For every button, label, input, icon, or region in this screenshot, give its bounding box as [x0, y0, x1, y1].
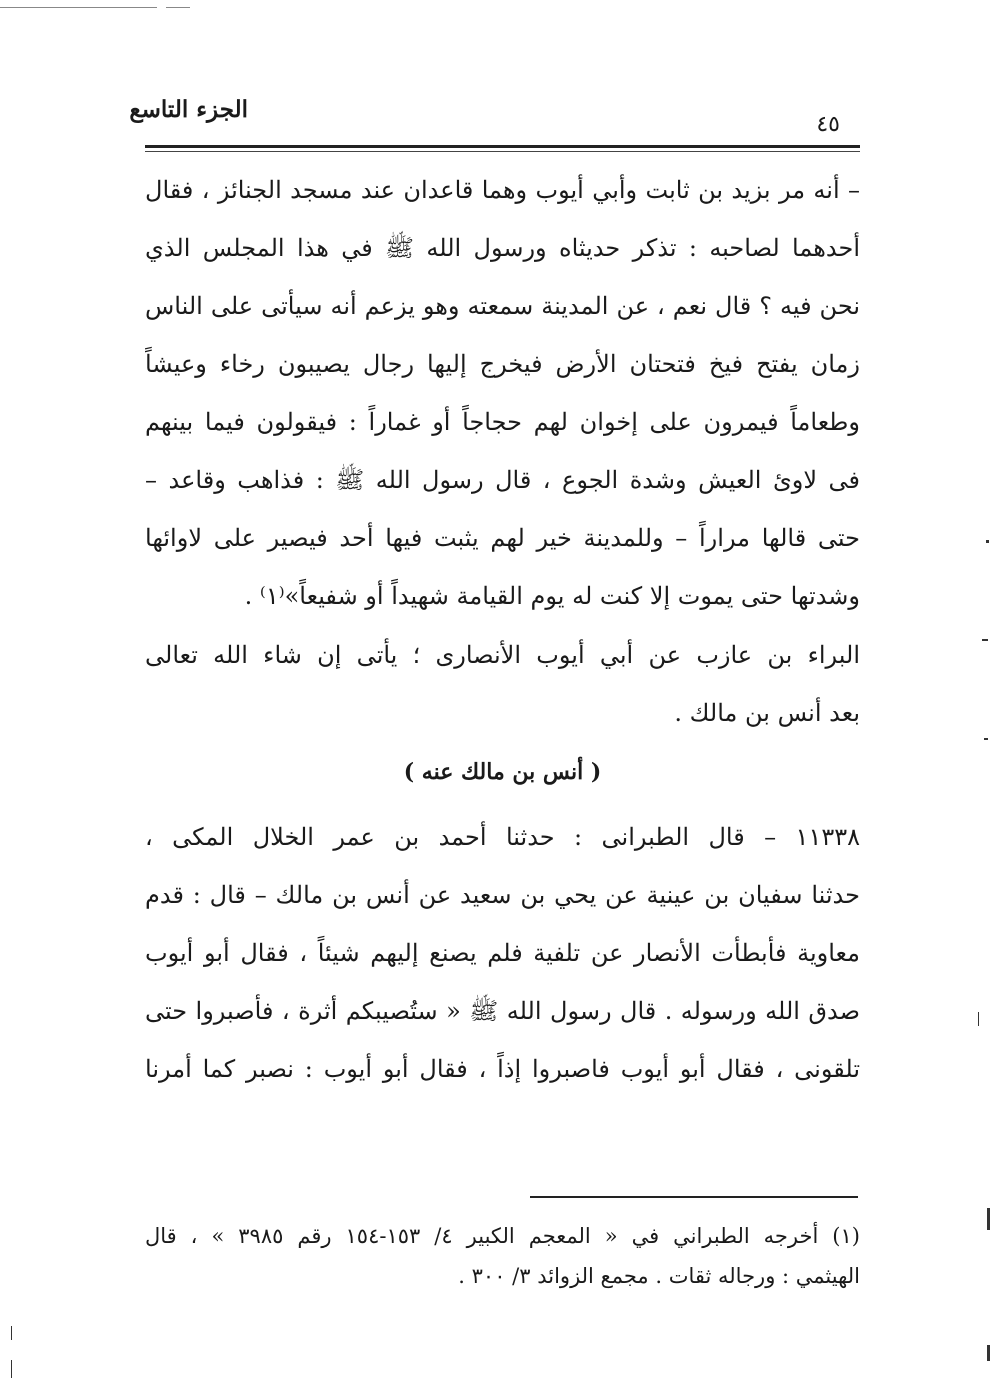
- text-line: زمان يفتح فيخ فتحتان الأرض فيخرج إليها رجال يصيبون رخاء وعيشاً: [145, 350, 860, 378]
- text-line: أحدهما لصاحبه : تذكر حديثاه ورسول الله ﷺ في هذا المجلس الذي: [145, 234, 860, 262]
- header-rule: [145, 151, 860, 152]
- text-line: البراء بن عازب عن أبي أيوب الأنصارى ؛ يأتى إن شاء الله تعالى: [145, 641, 860, 669]
- page-number: ٤٥: [816, 112, 840, 137]
- scan-edge-line: [0, 7, 157, 8]
- footnote: [145, 1216, 860, 1296]
- text-line: وشدتها حتى يموت إلا كنت له يوم القيامة شهيداً أو شفيعاً»⁽١⁾ .: [244, 582, 860, 610]
- scan-margin-mark: [984, 738, 988, 740]
- scan-margin-mark: [982, 639, 988, 641]
- paragraph-1: [145, 161, 860, 625]
- scan-margin-mark: [978, 1012, 979, 1026]
- text-line: نحن فيه ؟ قال نعم ، عن المدينة سمعته وهو يزعم أنه سيأتى على الناس: [145, 292, 860, 320]
- text-line: فى لاوئ العيش وشدة الجوع ، قال رسول الله ﷺ : فذاهب وقاعد –: [145, 466, 860, 494]
- text-line: حتى قالها مراراً – وللمدينة خير لهم يثبت فيها أحد فيصير على لاوائها: [145, 524, 860, 552]
- text-line: تلقونى ، فقال أبو أيوب فاصبروا إذاً ، فقال أبو أيوب : نصبر كما أمرنا: [145, 1055, 860, 1083]
- page-header: [129, 90, 860, 150]
- scan-edge-line: [166, 7, 190, 8]
- footnote-separator: [530, 1196, 858, 1198]
- paragraph-3: [145, 808, 860, 1098]
- footnote-line: الهيثمي : ورجاله ثقات . مجمع الزوائد ٣/ ٣٠٠ .: [458, 1264, 860, 1288]
- footnote-line: (١) أخرجه الطبراني في « المعجم الكبير ٤/ ١٥٣-١٥٤ رقم ٣٩٨٥ » ، قال: [145, 1224, 860, 1248]
- scan-margin-mark: [11, 1326, 12, 1340]
- scan-margin-mark: [11, 1360, 12, 1378]
- scan-margin-mark: [986, 540, 989, 543]
- scan-margin-mark: [987, 1345, 990, 1361]
- paragraph-2: [145, 626, 860, 742]
- running-title: الجزء التاسع: [129, 96, 248, 123]
- text-line: – أنه مر بزيد بن ثابت وأبي أيوب وهما قاعدان عند مسجد الجنائز ، فقال: [145, 176, 860, 204]
- text-line: بعد أنس بن مالك .: [674, 699, 860, 727]
- text-line: وطعاماً فيمرون على إخوان لهم حجاجاً أو غماراً : فيقولون فيما بينهم: [145, 408, 860, 436]
- text-line: حدثنا سفيان بن عينية عن يحي بن سعيد عن أنس بن مالك – قال : قدم: [145, 881, 860, 909]
- text-line: معاوية فأبطأت الأنصار عن تلفية فلم يصنع إليهم شيئاً ، فقال أبو أيوب: [145, 939, 860, 967]
- section-heading: ( أنس بن مالك عنه ): [403, 759, 602, 785]
- text-line: صدق الله ورسوله . قال رسول الله ﷺ « ستُصيبكم أثرة ، فأصبروا حتى: [145, 997, 860, 1025]
- header-rule: [145, 145, 860, 148]
- scan-margin-mark: [987, 1208, 990, 1230]
- text-line: ١١٣٣٨ – قال الطبرانى : حدثنا أحمد بن عمر الخلال المكى ،: [145, 823, 860, 851]
